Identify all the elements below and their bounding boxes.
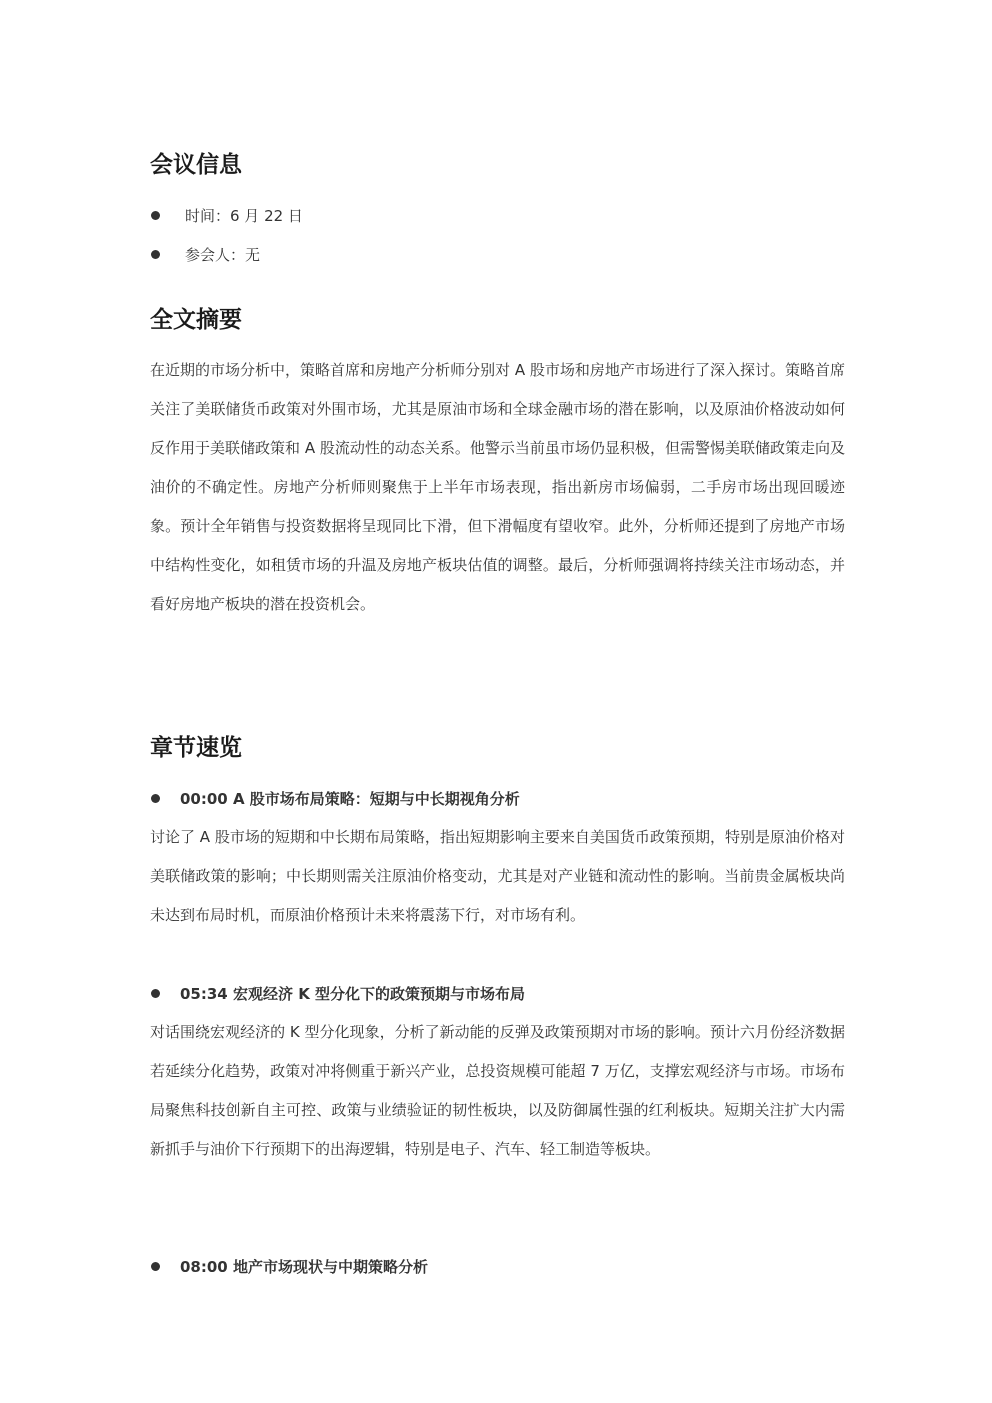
summary-paragraph: 在近期的市场分析中，策略首席和房地产分析师分别对 A 股市场和房地产市场进行了深入探讨。策略首席关注了美联储货币政策对外围市场，尤其是原油市场和全球金融市场的潜在影响，以及原油价格波动如何反作用于美联储政策和 A 股流动性的动态关系。他警示当前虽市场仍显积极，但需警惕美联储政策走向及油价的不确定性。房地产分析师则聚焦于上半年市场表现，指出新房市场偏弱，二手房市场出现回暖迹象。预计全年销售与投资数据将呈现同比下滑，但下滑幅度有望收窄。此外，分析师还提到了房地产市场中结构性变化，如租赁市场的升温及房地产板块估值的调整。最后，分析师强调将持续关注市场动态，并看好房地产板块的潜在投资机会。 (150, 361, 845, 613)
chapter-item-1-text: 讨论了 A 股市场的短期和中长期布局策略，指出短期影响主要来自美国货币政策预期，特别是原油价格对美联储政策的影响；中长期则需关注原油价格变动，尤其是对产业链和流动性的影响。当前贵金属板块尚未达到布局时机，而原油价格预计未来将震荡下行，对市场有利。 (150, 828, 845, 924)
bullet-icon (151, 794, 160, 803)
bullet-icon (151, 1262, 160, 1271)
chapter-item-3-title-row (150, 1254, 428, 1278)
chapters-heading: 章节速览 (150, 735, 242, 761)
meeting-time-text: 时间：6 月 22 日 (185, 206, 303, 225)
meeting-info-heading: 会议信息 (150, 152, 242, 178)
chapter-title: 00:00 A 股市场布局策略：短期与中长期视角分析 (180, 789, 520, 808)
summary-heading: 全文摘要 (150, 307, 242, 333)
bullet-icon (151, 989, 160, 998)
meeting-attendees-text: 参会人：无 (185, 245, 261, 264)
bullet-icon (151, 211, 160, 220)
chapter-item-2-title-row (150, 981, 525, 1005)
chapter-title: 05:34 宏观经济 K 型分化下的政策预期与市场布局 (180, 984, 526, 1003)
bullet-icon (151, 250, 160, 259)
meeting-time-item (150, 203, 303, 227)
meeting-attendees-item (150, 242, 260, 266)
chapter-item-1-title-row (150, 786, 520, 810)
chapter-title: 08:00 地产市场现状与中期策略分析 (180, 1257, 428, 1276)
chapter-item-2-text: 对话围绕宏观经济的 K 型分化现象，分析了新动能的反弹及政策预期对市场的影响。预计六月份经济数据若延续分化趋势，政策对冲将侧重于新兴产业，总投资规模可能超 7 万亿，支撑宏观经济与市场。市场布局聚焦科技创新自主可控、政策与业绩验证的韧性板块，以及防御属性强的红利板块。短期关注扩大内需新抓手与油价下行预期下的出海逻辑，特别是电子、汽车、轻工制造等板块。 (150, 1023, 845, 1158)
